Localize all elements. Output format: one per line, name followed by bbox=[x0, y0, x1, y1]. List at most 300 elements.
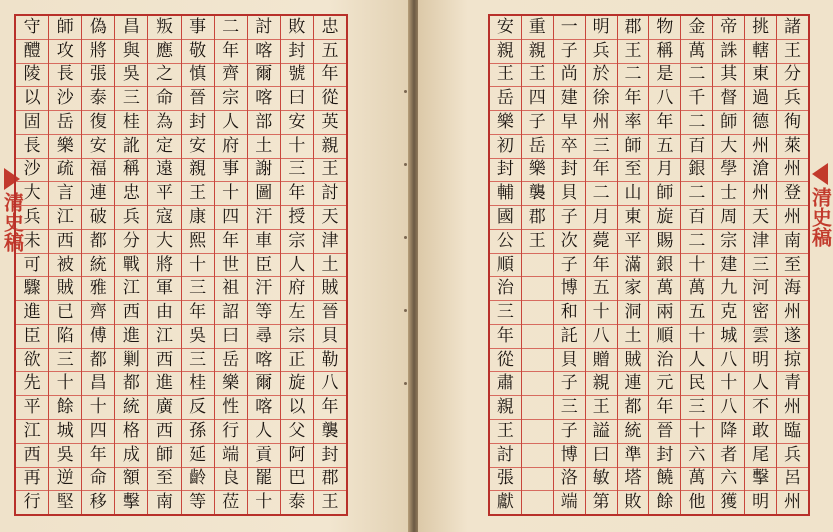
character-cell: 安 bbox=[82, 135, 114, 159]
character-cell: 桂 bbox=[182, 372, 214, 396]
character-cell: 年 bbox=[82, 444, 114, 468]
text-column bbox=[490, 16, 521, 514]
character-cell: 敗 bbox=[281, 16, 313, 40]
character-cell: 尋 bbox=[248, 325, 280, 349]
character-cell: 薨 bbox=[586, 230, 617, 254]
character-cell: 洛 bbox=[554, 468, 585, 492]
character-cell: 王 bbox=[314, 159, 346, 183]
character-cell: 州 bbox=[745, 182, 776, 206]
character-cell: 安 bbox=[182, 135, 214, 159]
character-cell: 州 bbox=[777, 159, 808, 183]
character-cell: 王 bbox=[618, 40, 649, 64]
character-cell: 人 bbox=[281, 254, 313, 278]
character-cell: 家 bbox=[618, 277, 649, 301]
character-cell: 移 bbox=[89, 492, 107, 513]
character-cell: 十 bbox=[255, 492, 273, 513]
character-cell: 分 bbox=[115, 230, 147, 254]
character-cell: 統 bbox=[618, 420, 649, 444]
character-cell: 賊 bbox=[314, 277, 346, 301]
character-cell: 敢 bbox=[745, 420, 776, 444]
character-cell: 西 bbox=[115, 301, 147, 325]
character-cell bbox=[522, 491, 553, 514]
character-cell: 長 bbox=[16, 135, 48, 159]
character-cell: 周 bbox=[713, 206, 744, 230]
character-cell: 州 bbox=[777, 396, 808, 420]
character-cell: 襲 bbox=[314, 420, 346, 444]
character-cell: 三 bbox=[490, 301, 521, 325]
character-cell: 詔 bbox=[215, 301, 247, 325]
character-cell: 督 bbox=[713, 87, 744, 111]
text-column bbox=[247, 16, 280, 514]
character-cell: 青 bbox=[777, 372, 808, 396]
character-cell: 八 bbox=[586, 325, 617, 349]
character-cell: 贈 bbox=[586, 349, 617, 373]
character-cell: 固 bbox=[16, 111, 48, 135]
character-cell: 十 bbox=[182, 254, 214, 278]
character-cell: 郡 bbox=[522, 206, 553, 230]
character-cell: 府 bbox=[215, 135, 247, 159]
character-cell: 喀 bbox=[248, 396, 280, 420]
character-cell: 兵 bbox=[586, 40, 617, 64]
character-cell: 都 bbox=[115, 372, 147, 396]
character-cell: 治 bbox=[649, 349, 680, 373]
character-cell: 驟 bbox=[16, 277, 48, 301]
character-cell: 明 bbox=[586, 16, 617, 40]
character-cell: 王 bbox=[522, 230, 553, 254]
character-cell: 爾 bbox=[248, 64, 280, 88]
character-cell: 誅 bbox=[713, 40, 744, 64]
character-cell: 尚 bbox=[554, 64, 585, 88]
character-cell: 部 bbox=[248, 111, 280, 135]
character-cell: 八 bbox=[713, 349, 744, 373]
character-cell: 年 bbox=[618, 87, 649, 111]
character-cell: 學 bbox=[713, 159, 744, 183]
character-cell: 沙 bbox=[49, 87, 81, 111]
character-cell: 福 bbox=[82, 159, 114, 183]
character-cell: 年 bbox=[649, 396, 680, 420]
character-cell: 土 bbox=[314, 254, 346, 278]
character-cell: 泰 bbox=[82, 87, 114, 111]
character-cell: 十 bbox=[49, 372, 81, 396]
character-cell: 人 bbox=[745, 372, 776, 396]
character-cell: 等 bbox=[248, 301, 280, 325]
character-cell: 汗 bbox=[248, 277, 280, 301]
character-cell: 城 bbox=[49, 420, 81, 444]
character-cell: 親 bbox=[490, 40, 521, 64]
character-cell: 張 bbox=[490, 468, 521, 492]
character-cell: 宗 bbox=[713, 230, 744, 254]
character-cell: 良 bbox=[215, 468, 247, 492]
character-cell bbox=[522, 277, 553, 301]
character-cell: 二 bbox=[586, 182, 617, 206]
character-cell: 江 bbox=[49, 206, 81, 230]
character-cell: 行 bbox=[215, 420, 247, 444]
character-cell: 親 bbox=[586, 372, 617, 396]
character-cell: 喀 bbox=[248, 40, 280, 64]
character-cell: 曰 bbox=[281, 87, 313, 111]
character-cell: 賊 bbox=[618, 349, 649, 373]
character-cell: 治 bbox=[490, 277, 521, 301]
character-cell: 二 bbox=[681, 182, 712, 206]
character-cell: 三 bbox=[49, 349, 81, 373]
character-cell: 年 bbox=[586, 254, 617, 278]
character-cell: 師 bbox=[649, 182, 680, 206]
text-column bbox=[553, 16, 585, 514]
character-cell: 統 bbox=[115, 396, 147, 420]
character-cell: 討 bbox=[490, 444, 521, 468]
character-cell: 呂 bbox=[777, 468, 808, 492]
character-cell: 醴 bbox=[16, 40, 48, 64]
character-cell: 討 bbox=[314, 182, 346, 206]
character-cell: 公 bbox=[490, 230, 521, 254]
character-cell: 輔 bbox=[490, 182, 521, 206]
character-cell: 年 bbox=[649, 111, 680, 135]
character-cell: 銀 bbox=[649, 254, 680, 278]
character-cell: 王 bbox=[490, 420, 521, 444]
character-cell: 圖 bbox=[248, 182, 280, 206]
character-cell: 進 bbox=[115, 325, 147, 349]
character-cell: 討 bbox=[248, 16, 280, 40]
character-cell: 土 bbox=[248, 135, 280, 159]
character-cell: 樂 bbox=[490, 111, 521, 135]
character-cell: 九 bbox=[713, 277, 744, 301]
character-cell: 金 bbox=[681, 16, 712, 40]
character-cell: 十 bbox=[713, 372, 744, 396]
character-cell bbox=[522, 372, 553, 396]
character-cell: 格 bbox=[115, 420, 147, 444]
character-cell: 車 bbox=[248, 230, 280, 254]
character-cell: 從 bbox=[314, 87, 346, 111]
character-cell: 吳 bbox=[115, 64, 147, 88]
character-cell: 州 bbox=[745, 135, 776, 159]
character-cell: 初 bbox=[490, 135, 521, 159]
character-cell: 英 bbox=[314, 111, 346, 135]
character-cell: 等 bbox=[189, 492, 207, 513]
binding-hole bbox=[404, 90, 407, 93]
character-cell: 性 bbox=[215, 396, 247, 420]
character-cell: 叛 bbox=[148, 16, 180, 40]
character-cell: 擊 bbox=[745, 468, 776, 492]
binding-hole bbox=[404, 382, 407, 385]
character-cell: 吳 bbox=[182, 325, 214, 349]
binding-holes bbox=[404, 20, 408, 455]
character-cell: 二 bbox=[215, 16, 247, 40]
character-cell: 是 bbox=[649, 64, 680, 88]
character-cell: 他 bbox=[688, 492, 706, 513]
character-cell: 連 bbox=[82, 182, 114, 206]
character-cell: 人 bbox=[248, 420, 280, 444]
character-cell: 民 bbox=[681, 372, 712, 396]
character-cell: 郡 bbox=[314, 468, 346, 492]
character-cell bbox=[522, 444, 553, 468]
character-cell: 都 bbox=[82, 230, 114, 254]
character-cell: 平 bbox=[618, 230, 649, 254]
character-cell: 士 bbox=[713, 182, 744, 206]
text-column bbox=[680, 16, 712, 514]
binding-hole bbox=[404, 309, 407, 312]
character-cell: 堅 bbox=[56, 492, 74, 513]
character-cell: 旋 bbox=[281, 372, 313, 396]
character-cell: 兩 bbox=[649, 301, 680, 325]
character-cell: 大 bbox=[148, 230, 180, 254]
character-cell: 東 bbox=[745, 64, 776, 88]
character-cell: 年 bbox=[215, 40, 247, 64]
text-column bbox=[147, 16, 180, 514]
character-cell: 可 bbox=[16, 254, 48, 278]
character-cell: 第 bbox=[592, 492, 610, 513]
character-cell: 賊 bbox=[49, 277, 81, 301]
character-cell: 建 bbox=[554, 87, 585, 111]
character-cell: 元 bbox=[649, 372, 680, 396]
character-cell: 都 bbox=[618, 396, 649, 420]
character-cell: 封 bbox=[281, 40, 313, 64]
binding-hole bbox=[404, 236, 407, 239]
character-cell: 天 bbox=[314, 206, 346, 230]
character-cell: 張 bbox=[82, 64, 114, 88]
character-cell: 破 bbox=[82, 206, 114, 230]
character-cell: 雅 bbox=[82, 277, 114, 301]
character-cell: 曰 bbox=[586, 444, 617, 468]
character-cell: 安 bbox=[281, 111, 313, 135]
character-cell: 登 bbox=[777, 182, 808, 206]
character-cell: 進 bbox=[148, 372, 180, 396]
character-cell: 至 bbox=[148, 468, 180, 492]
character-cell: 三 bbox=[554, 396, 585, 420]
character-cell: 州 bbox=[586, 111, 617, 135]
character-cell: 師 bbox=[148, 444, 180, 468]
text-column bbox=[16, 16, 48, 514]
text-column bbox=[648, 16, 680, 514]
character-cell: 五 bbox=[649, 135, 680, 159]
red-tab-marker bbox=[812, 163, 828, 185]
character-cell: 山 bbox=[618, 182, 649, 206]
character-cell: 忠 bbox=[115, 182, 147, 206]
character-cell: 次 bbox=[554, 230, 585, 254]
character-cell: 人 bbox=[681, 349, 712, 373]
character-cell: 子 bbox=[554, 254, 585, 278]
character-cell: 遂 bbox=[777, 325, 808, 349]
character-cell: 萊 bbox=[777, 135, 808, 159]
character-cell: 授 bbox=[281, 206, 313, 230]
character-cell: 物 bbox=[649, 16, 680, 40]
character-cell: 餘 bbox=[49, 396, 81, 420]
character-cell: 與 bbox=[115, 40, 147, 64]
character-cell: 臣 bbox=[16, 325, 48, 349]
character-cell: 五 bbox=[314, 40, 346, 64]
character-cell: 擊 bbox=[122, 492, 140, 513]
character-cell: 封 bbox=[182, 111, 214, 135]
character-cell: 貝 bbox=[554, 349, 585, 373]
text-column bbox=[521, 16, 553, 514]
character-cell: 四 bbox=[522, 87, 553, 111]
character-cell: 十 bbox=[82, 396, 114, 420]
character-cell: 年 bbox=[215, 230, 247, 254]
character-cell: 曰 bbox=[215, 325, 247, 349]
character-cell: 言 bbox=[49, 182, 81, 206]
character-cell: 祖 bbox=[215, 277, 247, 301]
character-cell: 被 bbox=[49, 254, 81, 278]
character-cell: 百 bbox=[681, 135, 712, 159]
character-cell: 勒 bbox=[314, 349, 346, 373]
character-cell: 左 bbox=[281, 301, 313, 325]
character-cell: 十 bbox=[681, 420, 712, 444]
character-cell: 爾 bbox=[248, 372, 280, 396]
character-cell: 罷 bbox=[248, 468, 280, 492]
character-cell: 孫 bbox=[182, 420, 214, 444]
character-cell: 帝 bbox=[713, 16, 744, 40]
character-cell: 成 bbox=[115, 444, 147, 468]
side-title-text: 清史稿 bbox=[0, 192, 25, 252]
character-cell: 欲 bbox=[16, 349, 48, 373]
character-cell: 寇 bbox=[148, 206, 180, 230]
character-cell: 疏 bbox=[49, 159, 81, 183]
character-cell: 都 bbox=[82, 349, 114, 373]
character-cell: 海 bbox=[777, 277, 808, 301]
character-cell: 餘 bbox=[656, 492, 674, 513]
character-cell: 塔 bbox=[618, 468, 649, 492]
character-cell: 三 bbox=[182, 277, 214, 301]
character-cell bbox=[522, 396, 553, 420]
character-cell: 命 bbox=[148, 87, 180, 111]
left-text-grid bbox=[14, 14, 348, 516]
character-cell: 大 bbox=[16, 182, 48, 206]
character-cell: 晉 bbox=[182, 87, 214, 111]
character-cell: 江 bbox=[148, 325, 180, 349]
character-cell: 號 bbox=[281, 64, 313, 88]
character-cell: 卒 bbox=[554, 135, 585, 159]
right-page bbox=[418, 0, 833, 532]
character-cell: 萬 bbox=[649, 277, 680, 301]
character-cell: 應 bbox=[148, 40, 180, 64]
character-cell: 早 bbox=[554, 111, 585, 135]
binding-hole bbox=[404, 163, 407, 166]
character-cell: 剿 bbox=[115, 349, 147, 373]
character-cell: 桂 bbox=[115, 111, 147, 135]
character-cell: 晉 bbox=[314, 301, 346, 325]
character-cell: 建 bbox=[713, 254, 744, 278]
character-cell: 賜 bbox=[649, 230, 680, 254]
character-cell: 稱 bbox=[115, 159, 147, 183]
character-cell: 博 bbox=[554, 444, 585, 468]
character-cell: 先 bbox=[16, 372, 48, 396]
character-cell: 敬 bbox=[182, 40, 214, 64]
character-cell: 八 bbox=[314, 372, 346, 396]
character-cell: 明 bbox=[745, 349, 776, 373]
character-cell: 敏 bbox=[586, 468, 617, 492]
character-cell: 由 bbox=[148, 301, 180, 325]
character-cell: 齡 bbox=[182, 468, 214, 492]
character-cell: 端 bbox=[215, 444, 247, 468]
character-cell: 王 bbox=[522, 64, 553, 88]
character-cell: 岳 bbox=[215, 349, 247, 373]
character-cell: 貝 bbox=[554, 182, 585, 206]
character-cell: 月 bbox=[586, 206, 617, 230]
character-cell: 南 bbox=[155, 492, 173, 513]
character-cell: 樂 bbox=[522, 159, 553, 183]
character-cell: 至 bbox=[777, 254, 808, 278]
character-cell: 五 bbox=[586, 277, 617, 301]
character-cell: 王 bbox=[321, 492, 339, 513]
character-cell: 反 bbox=[182, 396, 214, 420]
character-cell: 軍 bbox=[148, 277, 180, 301]
character-cell: 萬 bbox=[681, 277, 712, 301]
character-cell: 津 bbox=[314, 230, 346, 254]
character-cell: 徇 bbox=[777, 111, 808, 135]
character-cell: 之 bbox=[148, 64, 180, 88]
character-cell: 行 bbox=[23, 492, 41, 513]
character-cell: 五 bbox=[681, 301, 712, 325]
character-cell: 以 bbox=[281, 396, 313, 420]
character-cell: 子 bbox=[554, 372, 585, 396]
character-cell: 順 bbox=[490, 254, 521, 278]
character-cell: 克 bbox=[713, 301, 744, 325]
text-column bbox=[48, 16, 81, 514]
character-cell: 巴 bbox=[281, 468, 313, 492]
character-cell: 密 bbox=[745, 301, 776, 325]
character-cell: 江 bbox=[115, 277, 147, 301]
character-cell: 王 bbox=[490, 64, 521, 88]
character-cell: 逆 bbox=[49, 468, 81, 492]
character-cell: 十 bbox=[681, 325, 712, 349]
character-cell: 月 bbox=[649, 159, 680, 183]
character-cell: 獲 bbox=[720, 492, 738, 513]
character-cell: 事 bbox=[215, 159, 247, 183]
character-cell: 三 bbox=[182, 349, 214, 373]
character-cell: 和 bbox=[554, 301, 585, 325]
character-cell: 河 bbox=[745, 277, 776, 301]
character-cell: 命 bbox=[82, 468, 114, 492]
right-text-grid bbox=[488, 14, 810, 516]
character-cell: 八 bbox=[649, 87, 680, 111]
character-cell: 雲 bbox=[745, 325, 776, 349]
character-cell: 二 bbox=[681, 111, 712, 135]
character-cell: 四 bbox=[82, 420, 114, 444]
character-cell: 兵 bbox=[115, 206, 147, 230]
character-cell: 州 bbox=[777, 206, 808, 230]
character-cell: 南 bbox=[777, 230, 808, 254]
character-cell: 西 bbox=[49, 230, 81, 254]
character-cell: 將 bbox=[82, 40, 114, 64]
character-cell: 人 bbox=[215, 111, 247, 135]
character-cell: 事 bbox=[182, 16, 214, 40]
character-cell: 謚 bbox=[586, 420, 617, 444]
character-cell: 津 bbox=[745, 230, 776, 254]
character-cell: 八 bbox=[713, 396, 744, 420]
character-cell: 百 bbox=[681, 206, 712, 230]
character-cell: 四 bbox=[215, 206, 247, 230]
character-cell: 六 bbox=[681, 444, 712, 468]
character-cell: 率 bbox=[618, 111, 649, 135]
character-cell: 萬 bbox=[681, 40, 712, 64]
character-cell: 西 bbox=[16, 444, 48, 468]
character-cell: 額 bbox=[115, 468, 147, 492]
side-title-text: 清史稿 bbox=[808, 187, 833, 247]
character-cell: 王 bbox=[586, 396, 617, 420]
character-cell: 親 bbox=[490, 396, 521, 420]
character-cell bbox=[522, 349, 553, 373]
character-cell: 子 bbox=[554, 40, 585, 64]
character-cell: 兵 bbox=[777, 444, 808, 468]
character-cell: 以 bbox=[16, 87, 48, 111]
text-column bbox=[214, 16, 247, 514]
text-column bbox=[744, 16, 776, 514]
character-cell: 宗 bbox=[215, 87, 247, 111]
character-cell: 泰 bbox=[288, 492, 306, 513]
text-column bbox=[617, 16, 649, 514]
character-cell: 二 bbox=[618, 64, 649, 88]
text-column bbox=[280, 16, 313, 514]
character-cell: 過 bbox=[745, 87, 776, 111]
